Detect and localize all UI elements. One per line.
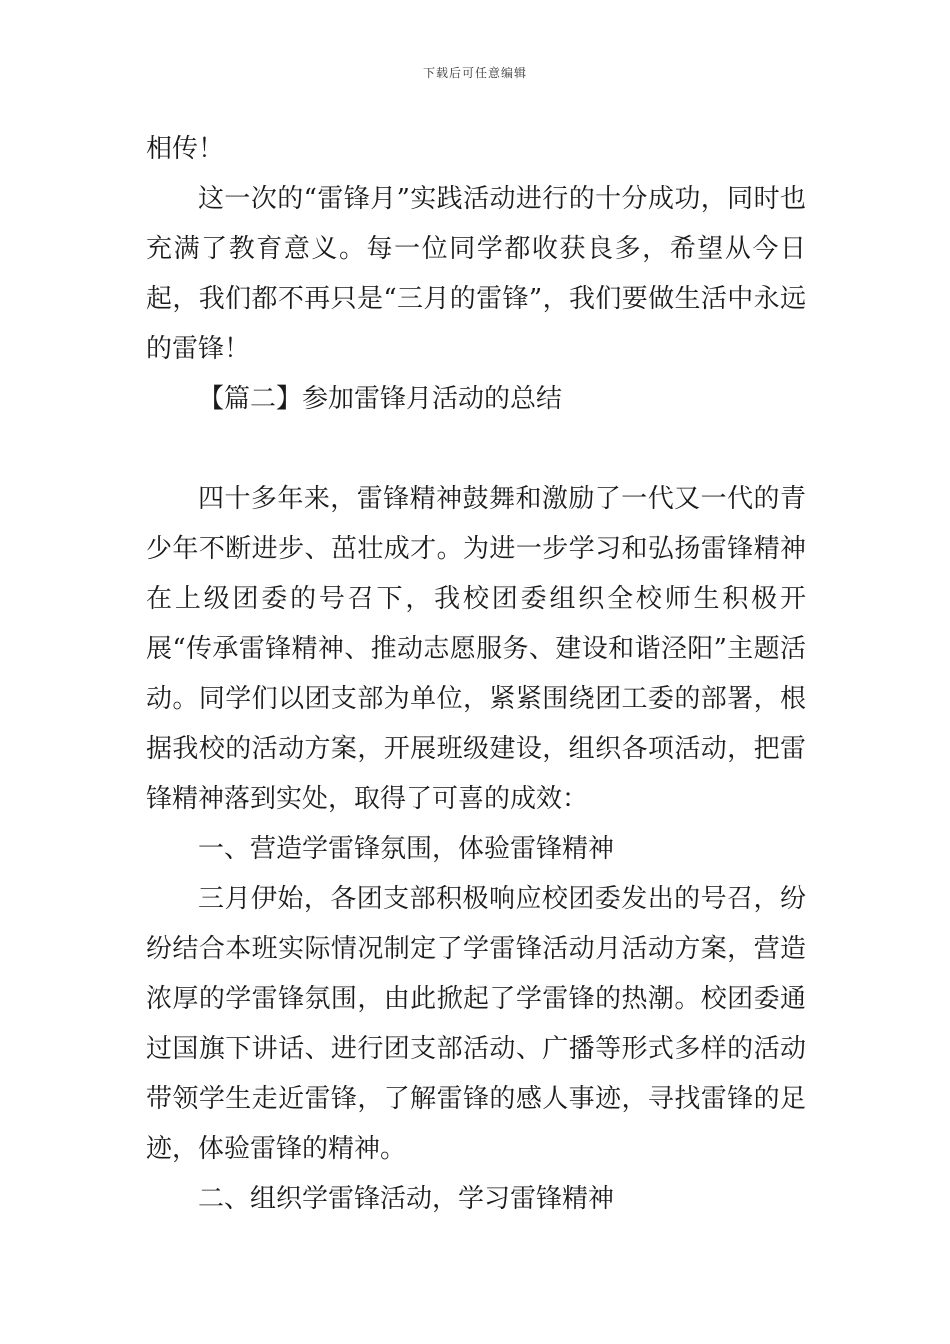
blank-line	[146, 424, 806, 474]
paragraph-summary: 这一次的“雷锋月”实践活动进行的十分成功，同时也充满了教育意义。每一位同学都收获良多，希望从今日起，我们都不再只是“三月的雷锋”，我们要做生活中永远的雷锋！	[146, 184, 806, 364]
document-body	[146, 124, 806, 1224]
paragraph-march: 三月伊始，各团支部积极响应校团委发出的号召，纷纷结合本班实际情况制定了学雷锋活动月活动方案，营造浓厚的学雷锋氛围，由此掀起了学雷锋的热潮。校团委通过国旗下讲话、进行团支部活动、广播等形式多样的活动带领学生走近雷锋，了解雷锋的感人事迹，寻找雷锋的足迹，体验雷锋的精神。	[146, 884, 806, 1164]
subheading-one: 一、营造学雷锋氛围，体验雷锋精神	[198, 834, 615, 864]
section-heading: 【篇二】参加雷锋月活动的总结	[198, 384, 563, 414]
paragraph-continuation: 相传！	[146, 134, 225, 164]
paragraph-intro: 四十多年来，雷锋精神鼓舞和激励了一代又一代的青少年不断进步、茁壮成才。为进一步学习和弘扬雷锋精神在上级团委的号召下，我校团委组织全校师生积极开展“传承雷锋精神、推动志愿服务、建设和谐泾阳”主题活动。同学们以团支部为单位，紧紧围绕团工委的部署，根据我校的活动方案，开展班级建设，组织各项活动，把雷锋精神落到实处，取得了可喜的成效：	[146, 484, 806, 814]
subheading-two: 二、组织学雷锋活动，学习雷锋精神	[198, 1184, 615, 1214]
page-header: 下载后可任意编辑	[422, 66, 527, 80]
